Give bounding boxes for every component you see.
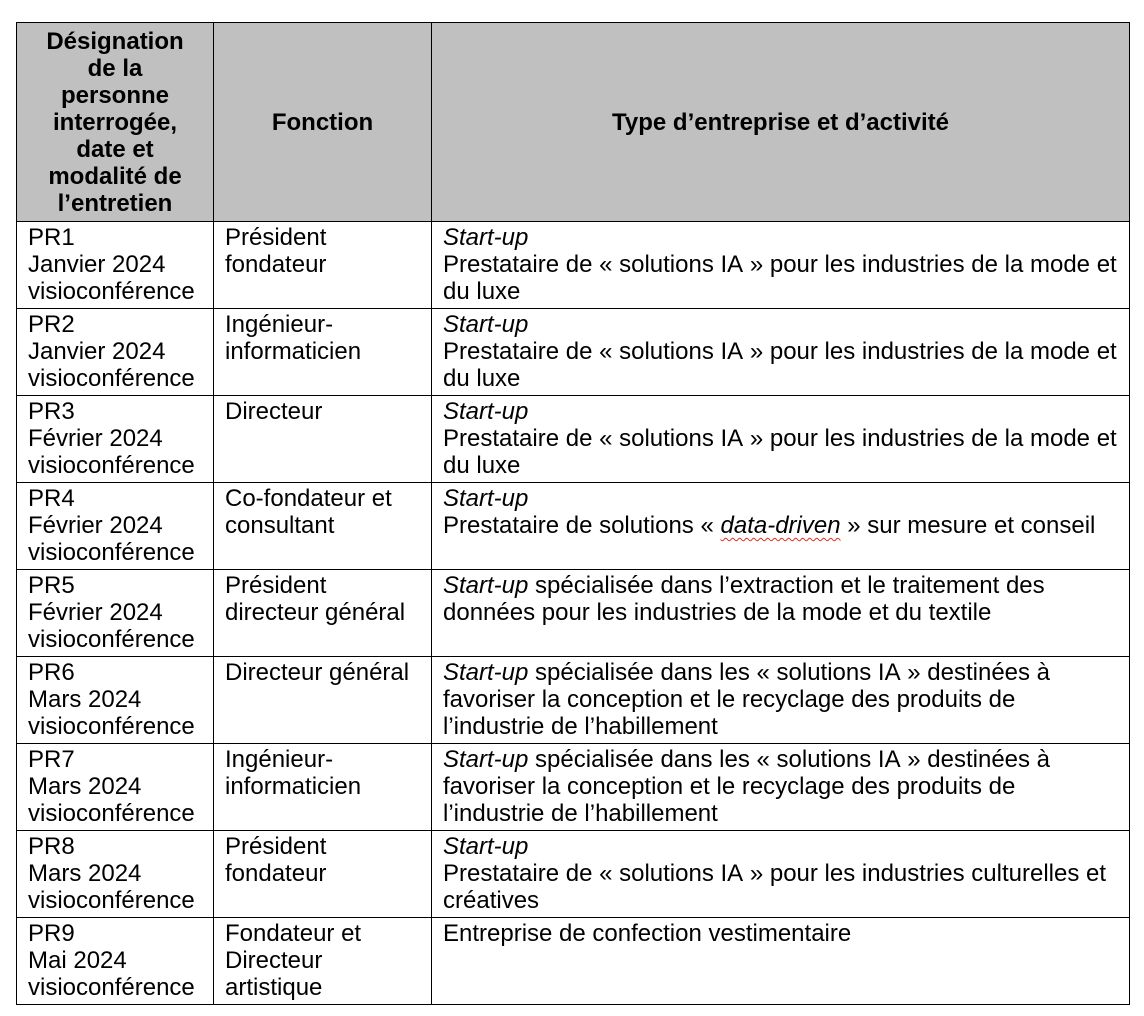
italic-text: Start-up: [443, 311, 529, 338]
type-paragraph: [443, 860, 1123, 914]
spellcheck-flagged-text: data-driven: [720, 512, 841, 539]
designation-line: Janvier 2024: [28, 338, 166, 365]
table-row: [17, 222, 1130, 309]
italic-text: Start-up: [443, 659, 529, 686]
type-paragraph: [443, 659, 1123, 740]
type-paragraph: [443, 224, 1123, 251]
table-row: [17, 657, 1130, 744]
table-header: [17, 23, 1130, 222]
table-row: [17, 918, 1130, 1005]
designation-cell: [17, 483, 214, 570]
fonction-cell: Ingénieur-informaticien: [214, 744, 432, 831]
designation-line: visioconférence: [28, 974, 195, 1001]
header-fonction: Fonction: [214, 23, 432, 222]
fonction-cell: Président fondateur: [214, 831, 432, 918]
text-segment: Prestataire de « solutions IA » pour les industries de la mode et du luxe: [443, 251, 1117, 305]
designation-line: PR4: [28, 485, 75, 512]
text-segment: Prestataire de « solutions IA » pour les industries de la mode et du luxe: [443, 425, 1117, 479]
designation-cell: [17, 744, 214, 831]
designation-line: visioconférence: [28, 539, 195, 566]
designation-cell: [17, 657, 214, 744]
type-paragraph: [443, 572, 1123, 626]
type-paragraph: [443, 746, 1123, 827]
type-cell: [432, 222, 1130, 309]
designation-line: Mai 2024: [28, 947, 127, 974]
type-paragraph: [443, 920, 1123, 947]
designation-line: PR9: [28, 920, 75, 947]
type-paragraph: [443, 398, 1123, 425]
fonction-cell: Ingénieur-informaticien: [214, 309, 432, 396]
designation-line: PR7: [28, 746, 75, 773]
designation-line: visioconférence: [28, 800, 195, 827]
type-cell: [432, 309, 1130, 396]
designation-line: Mars 2024: [28, 860, 142, 887]
text-segment: spécialisée dans les « solutions IA » destinées à favoriser la conception et le recyclage des produits de l’industrie de l’habillement: [443, 746, 1051, 827]
type-cell: [432, 744, 1130, 831]
table-row: [17, 744, 1130, 831]
text-segment: spécialisée dans l’extraction et le traitement des données pour les industries de la mode et du textile: [443, 572, 1045, 626]
type-paragraph: [443, 251, 1123, 305]
italic-text: Start-up: [443, 833, 529, 860]
italic-text: Start-up: [443, 398, 529, 425]
designation-line: visioconférence: [28, 278, 195, 305]
fonction-cell: Président directeur général: [214, 570, 432, 657]
table-body: [17, 222, 1130, 1005]
text-segment: Prestataire de solutions «: [443, 512, 721, 539]
designation-line: Février 2024: [28, 512, 163, 539]
italic-text: Start-up: [443, 746, 529, 773]
fonction-cell: Directeur général: [214, 657, 432, 744]
type-cell: [432, 657, 1130, 744]
table-row: [17, 396, 1130, 483]
designation-line: Février 2024: [28, 425, 163, 452]
italic-text: Start-up: [443, 224, 529, 251]
type-paragraph: [443, 338, 1123, 392]
table-row: [17, 831, 1130, 918]
designation-line: PR2: [28, 311, 75, 338]
text-segment: spécialisée dans les « solutions IA » destinées à favoriser la conception et le recyclage des produits de l’industrie de l’habillement: [443, 659, 1051, 740]
designation-cell: [17, 918, 214, 1005]
type-paragraph: [443, 311, 1123, 338]
type-paragraph: [443, 512, 1123, 539]
interviews-table: [16, 22, 1130, 1005]
designation-line: Janvier 2024: [28, 251, 166, 278]
designation-line: visioconférence: [28, 452, 195, 479]
designation-line: visioconférence: [28, 713, 195, 740]
fonction-cell: Co-fondateur et consultant: [214, 483, 432, 570]
type-cell: [432, 483, 1130, 570]
header-row: [17, 23, 1130, 222]
table-row: [17, 309, 1130, 396]
header-designation: Désignation de la personne interrogée, date et modalité de l’entretien: [17, 23, 214, 222]
designation-line: PR6: [28, 659, 75, 686]
italic-text: Start-up: [443, 572, 529, 599]
designation-line: PR5: [28, 572, 75, 599]
text-segment: Entreprise de confection vestimentaire: [443, 920, 852, 947]
text-segment: Prestataire de « solutions IA » pour les industries de la mode et du luxe: [443, 338, 1117, 392]
table-row: [17, 483, 1130, 570]
text-segment: » sur mesure et conseil: [840, 512, 1096, 539]
type-cell: [432, 831, 1130, 918]
designation-line: Mars 2024: [28, 686, 142, 713]
designation-line: visioconférence: [28, 365, 195, 392]
type-paragraph: [443, 425, 1123, 479]
italic-text: Start-up: [443, 485, 529, 512]
type-paragraph: [443, 833, 1123, 860]
table-row: [17, 570, 1130, 657]
designation-line: visioconférence: [28, 887, 195, 914]
text-segment: Prestataire de « solutions IA » pour les industries culturelles et créatives: [443, 860, 1107, 914]
designation-line: PR8: [28, 833, 75, 860]
designation-cell: [17, 309, 214, 396]
header-type: Type d’entreprise et d’activité: [432, 23, 1130, 222]
type-cell: [432, 570, 1130, 657]
designation-line: PR3: [28, 398, 75, 425]
designation-line: PR1: [28, 224, 75, 251]
type-cell: [432, 918, 1130, 1005]
type-paragraph: [443, 485, 1123, 512]
designation-line: Février 2024: [28, 599, 163, 626]
fonction-cell: Fondateur et Directeur artistique: [214, 918, 432, 1005]
designation-cell: [17, 570, 214, 657]
designation-cell: [17, 831, 214, 918]
designation-line: Mars 2024: [28, 773, 142, 800]
designation-line: visioconférence: [28, 626, 195, 653]
type-cell: [432, 396, 1130, 483]
designation-cell: [17, 396, 214, 483]
fonction-cell: Président fondateur: [214, 222, 432, 309]
designation-cell: [17, 222, 214, 309]
fonction-cell: Directeur: [214, 396, 432, 483]
